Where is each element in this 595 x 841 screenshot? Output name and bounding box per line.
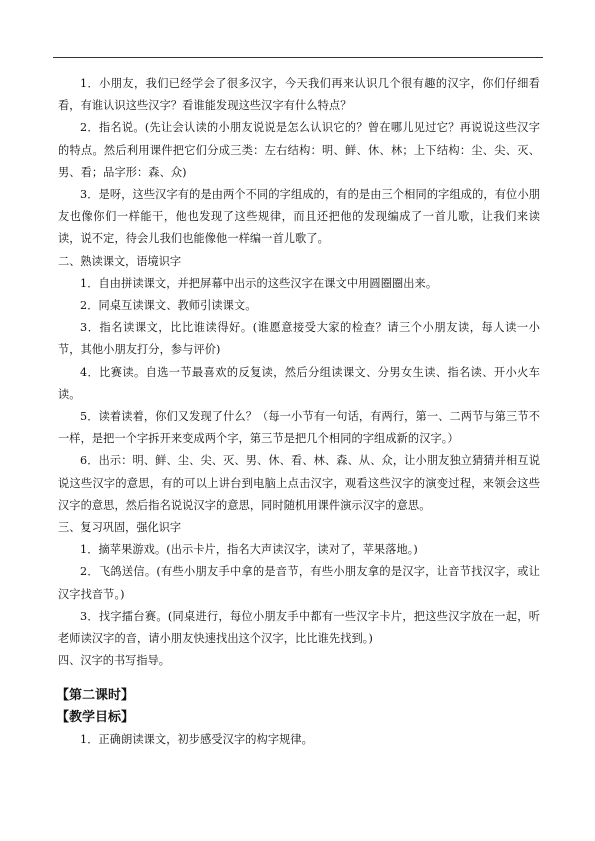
section-heading: 三、复习巩固，强化识字 [58,521,182,535]
paragraph: 3．找字擂台赛。(同桌进行，每位小朋友手中都有一些汉字卡片，把这些汉字放在一起，听老师读汉字的音，请小朋友快速找出这个汉字，比比谁先找到。) [58,609,540,646]
spacer [58,672,540,685]
paragraph: 2．飞鸽送信。(有些小朋友手中拿的是音节，有些小朋友拿的是汉字，让音节找汉字，或让汉字找音节。) [58,565,540,601]
goal-item: 1．正确朗读课文，初步感受汉字的构字规律。 [80,733,313,747]
paragraph: 2．同桌互读课文、教师引读课文。 [80,299,257,313]
paragraph: 6．出示：明、鲜、尘、尖、灭、男、休、看、林、森、从、众，让小朋友独立猜猜并相互说说这些汉字的意思，有的可以上讲台到电脑上点击汉字，观看这些汉字的演变过程，来领会这些汉字的意思，然后指名说说汉字的意思，同时随机用课件演示汉字的意思。 [58,454,540,512]
document-body [58,73,540,752]
paragraph: 1．自由拼读课文，并把屏幕中出示的这些汉字在课文中用圆圈圈出来。 [80,276,438,290]
paragraph: 2．指名说。(先让会认读的小朋友说说是怎么认识它的？曾在哪儿见过它？再说说这些汉字的特点。然后利用课件把它们分成三类：左右结构：明、鲜、休、林；上下结构：尘、尖、灭、男、看；品字形：森、众) [58,121,540,179]
paragraph: 1．摘苹果游戏。(出示卡片，指名大声读汉字，读对了，苹果落地。) [80,543,418,557]
header-rule [53,57,543,58]
lesson-heading: 【第二课时】 [56,688,135,704]
paragraph: 3．是呀，这些汉字有的是由两个不同的字组成的，有的是由三个相同的字组成的，有位小朋友也像你们一样能干，他也发现了这些规律，而且还把他的发现编成了一首儿歌，让我们来读读，说不定，待会儿我们也能像他一样编一首儿歌了。 [58,188,540,246]
paragraph: 4．比赛读。自选一节最喜欢的反复读，然后分组读课文、分男女生读、指名读、开小火车读。 [58,365,540,401]
goals-heading: 【教学目标】 [56,710,135,726]
section-heading: 二、熟读课文，语境识字 [58,254,182,268]
paragraph: 3．指名读课文，比比谁读得好。(谁愿意接受大家的检查？请三个小朋友读，每人读一小节，其他小朋友打分，参与评价) [58,321,540,357]
paragraph: 1．小朋友，我们已经学会了很多汉字，今天我们再来认识几个很有趣的汉字，你们仔细看看，有谁认识这些汉字？看谁能发现这些汉字有什么特点？ [58,77,540,113]
paragraph: 5．读着读着，你们又发现了什么？（每一小节有一句话，有两行，第一、二两节与第三节不一样，是把一个字拆开来变成两个字，第三节是把几个相同的字组成新的汉字。） [58,410,540,446]
section-heading: 四、汉字的书写指导。 [58,654,170,668]
